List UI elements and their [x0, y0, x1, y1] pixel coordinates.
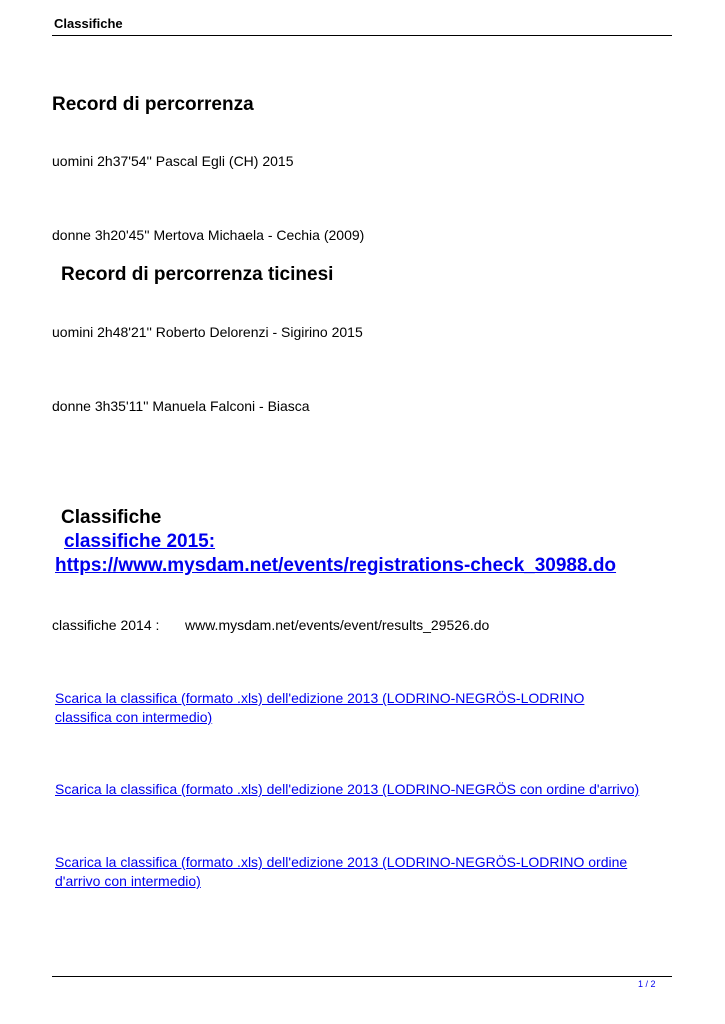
classifiche-2015-url-link[interactable]: https://www.mysdam.net/events/registrations-check_30988.do	[55, 555, 617, 576]
record-women: donne 3h20'45'' Mertova Michaela - Cechia (2009)	[52, 227, 365, 243]
classifiche-2014-url: www.mysdam.net/events/event/results_29526.do	[185, 617, 490, 633]
download-link-2013-arrivo[interactable]: Scarica la classifica (formato .xls) dell'edizione 2013 (LODRINO-NEGRÖS con ordine d'arrivo)	[55, 781, 640, 797]
classifiche-2015-link[interactable]: classifiche 2015:	[64, 531, 216, 552]
ticino-men: uomini 2h48'21'' Roberto Delorenzi - Sigirino 2015	[52, 324, 363, 340]
page-number: 1 / 2	[638, 979, 656, 989]
header-divider	[52, 35, 672, 36]
classifiche-2014-label: classifiche 2014 :	[52, 617, 160, 633]
footer-divider	[52, 976, 672, 977]
download-link-2013-intermedio[interactable]: Scarica la classifica (formato .xls) dell'edizione 2013 (LODRINO-NEGRÖS-LODRINO classifica con intermedio)	[55, 690, 585, 725]
ticino-section-title: Record di percorrenza ticinesi	[61, 264, 334, 285]
record-section-title: Record di percorrenza	[52, 94, 254, 115]
header-title: Classifiche	[54, 16, 123, 31]
download-link-2013-arrivo-intermedio[interactable]: Scarica la classifica (formato .xls) dell'edizione 2013 (LODRINO-NEGRÖS-LODRINO ordine d'arrivo con intermedio)	[55, 854, 628, 889]
classifiche-title: Classifiche	[61, 507, 162, 528]
ticino-women: donne 3h35'11'' Manuela Falconi - Biasca	[52, 398, 310, 414]
record-men: uomini 2h37'54'' Pascal Egli (CH) 2015	[52, 153, 294, 169]
